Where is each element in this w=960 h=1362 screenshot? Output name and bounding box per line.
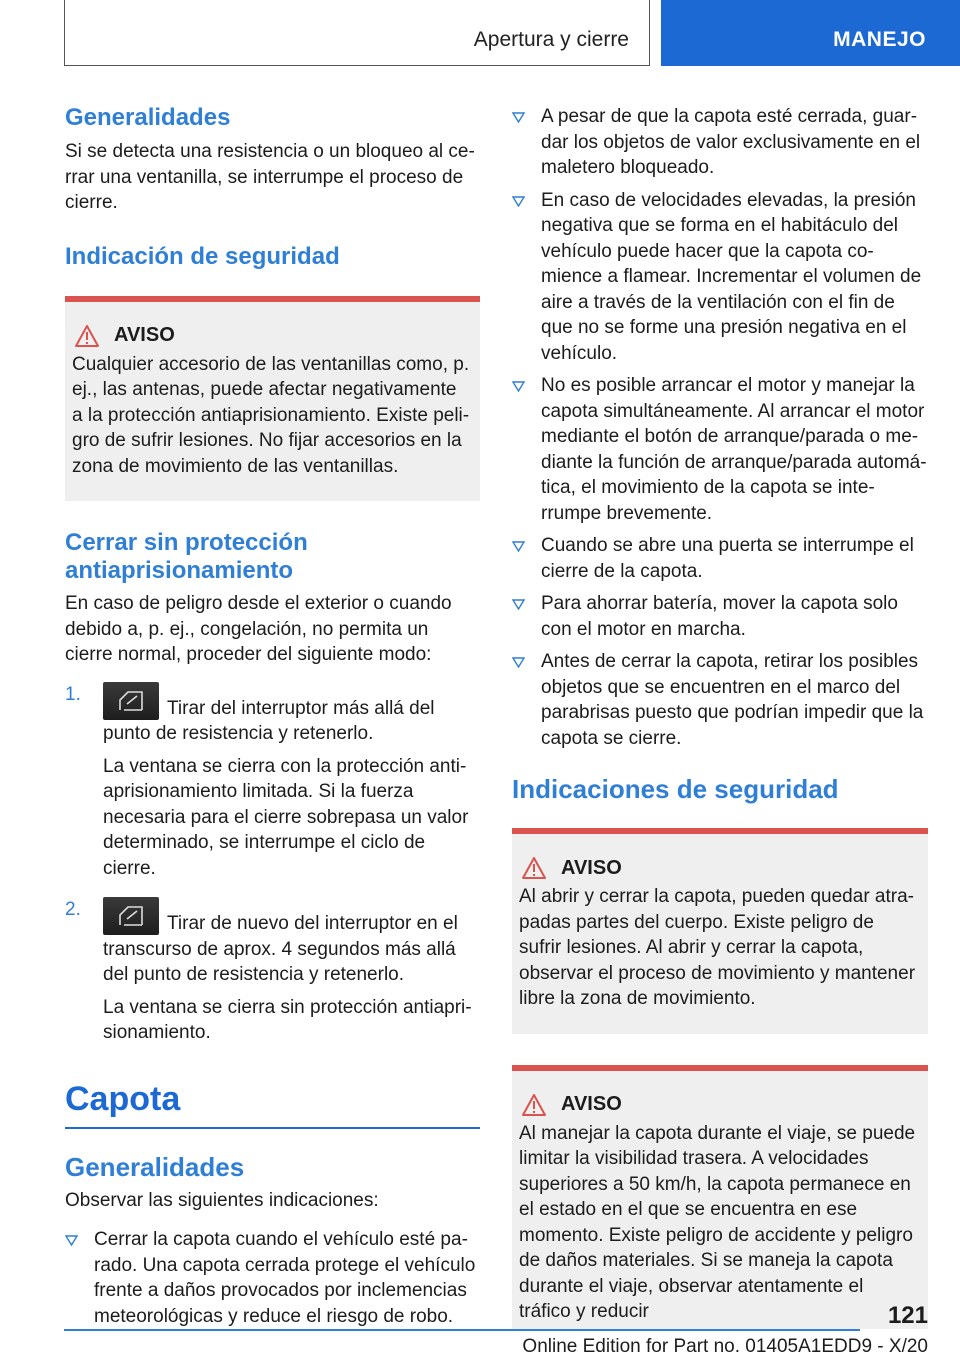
step-item bbox=[65, 682, 480, 882]
list-item-text: Cuando se abre una puerta se interrumpe el cierre de la capota. bbox=[541, 535, 914, 582]
triangle-bullet-icon bbox=[512, 599, 525, 610]
triangle-bullet-icon bbox=[512, 541, 525, 552]
list-item-text: Cerrar la capota cuando el vehículo esté parado. Una capota cerrada protege el vehículo frente a daños provocados por inclemencias meteorológicas y reduce el riesgo de robo. bbox=[94, 1229, 476, 1327]
heading-safety: Indicación de seguridad bbox=[65, 242, 340, 270]
window-switch-icon bbox=[118, 905, 144, 927]
list-item bbox=[512, 533, 928, 584]
chapter-tab[interactable] bbox=[661, 0, 960, 66]
window-switch-icon bbox=[118, 690, 144, 712]
steps-list bbox=[65, 682, 480, 1046]
page-number: 121 bbox=[887, 1302, 928, 1329]
paragraph-general: Si se detecta una resistencia o un bloqueo al cerrar una ventanilla, se interrumpe el proceso de cierre. bbox=[65, 141, 475, 213]
chapter-title: MANEJO bbox=[833, 28, 926, 51]
heading-safety-notes: Indicaciones de seguridad bbox=[512, 774, 839, 804]
warning-box-3 bbox=[512, 1065, 928, 1329]
list-item-text: En caso de velocidades elevadas, la presión negativa que se forma en el habitáculo del vehículo puede hacer que la capota comience a flamear. Incrementar el volumen de aire a través de la ventilación con el fin de que no se forme una presión negativa en el vehículo. bbox=[541, 189, 922, 364]
warning-title: AVISO bbox=[561, 856, 622, 879]
left-column bbox=[65, 100, 480, 1336]
list-item bbox=[512, 591, 928, 642]
step-text: Tirar del interruptor más allá del punto de resistencia y retenerlo. bbox=[103, 697, 435, 744]
capota-bullet-list-continued bbox=[512, 104, 928, 751]
warning-title: AVISO bbox=[561, 1093, 622, 1115]
window-switch-button-image bbox=[103, 897, 159, 935]
right-column bbox=[512, 100, 928, 1329]
list-item bbox=[512, 188, 928, 367]
section-title: Apertura y cierre bbox=[473, 28, 629, 51]
page-header bbox=[0, 0, 960, 66]
paragraph-close: En caso de peligro desde el exterior o cuando debido a, p. ej., congelación, no permita un cierre normal, proceder del siguiente modo: bbox=[65, 593, 452, 665]
warning-title: AVISO bbox=[114, 324, 175, 346]
step-subtext: La ventana se cierra con la protección antiaprisionamiento limitada. Si la fuerza necesaria para el cierre sobrepasa un valor determinado, se interrumpe el ciclo de cierre. bbox=[103, 755, 469, 879]
capota-bullet-list bbox=[65, 1227, 480, 1329]
triangle-bullet-icon bbox=[512, 381, 525, 392]
warning-triangle-icon bbox=[74, 324, 100, 348]
heading-generalidades: Generalidades bbox=[65, 104, 231, 131]
section-header-box bbox=[64, 0, 650, 66]
warning-text: Cualquier accesorio de las ventanillas como, p. ej., las antenas, puede afectar negativamente a la protección antiaprisionamiento. Existe peligro de sufrir lesiones. No fijar accesorios en la zona de movimiento de las ventanillas. bbox=[72, 353, 470, 477]
warning-box-2 bbox=[512, 828, 928, 1034]
list-item-text: A pesar de que la capota esté cerrada, guardar los objetos de valor exclusivamente en el maletero bloqueado. bbox=[541, 106, 921, 178]
step-number: 1. bbox=[65, 683, 81, 705]
step-subtext: La ventana se cierra sin protección antiaprisionamiento. bbox=[103, 996, 472, 1043]
triangle-bullet-icon bbox=[65, 1235, 78, 1246]
heading-close-without-protection: Cerrar sin protección antiaprisionamiento bbox=[65, 529, 308, 584]
heading-generalidades-2: Generalidades bbox=[65, 1151, 245, 1182]
list-item-text: Para ahorrar batería, mover la capota solo con el motor en marcha. bbox=[541, 593, 898, 640]
list-item bbox=[65, 1227, 480, 1329]
warning-text: Al abrir y cerrar la capota, pueden quedar atrapadas partes del cuerpo. Existe peligro de sufrir lesiones. Al abrir y cerrar la capota, observar el proceso de movimiento y mantener libre la zona de movimiento. bbox=[519, 886, 916, 1009]
warning-triangle-icon bbox=[521, 856, 547, 880]
step-text: Tirar de nuevo del interruptor en el transcurso de aprox. 4 segundos más allá del punto de resistencia y retenerlo. bbox=[103, 913, 458, 985]
triangle-bullet-icon bbox=[512, 196, 525, 207]
warning-text: Al manejar la capota durante el viaje, se puede limitar la visibilidad trasera. A velocidades superiores a 50 km/h, la capota permanece en el estado en el que se encuentra en ese momento. Existe peligro de accidente y peligro de daños materiales. Si se maneja la capota durante el viaje, observar atentamente el tráfico y reducir bbox=[519, 1122, 916, 1322]
paragraph-observe: Observar las siguientes indicaciones: bbox=[65, 1189, 379, 1211]
list-item bbox=[512, 104, 928, 181]
triangle-bullet-icon bbox=[512, 112, 525, 123]
warning-box-1 bbox=[65, 296, 480, 502]
list-item-text: Antes de cerrar la capota, retirar los posibles objetos que se encuentren en el marco del parabrisas puesto que podrían impedir que la capota se cierre. bbox=[541, 651, 924, 749]
step-item bbox=[65, 897, 480, 1046]
window-switch-button-image bbox=[103, 682, 159, 720]
heading-capota: Capota bbox=[65, 1079, 181, 1118]
list-item bbox=[512, 373, 928, 526]
footer-rule bbox=[64, 1329, 860, 1331]
list-item bbox=[512, 649, 928, 751]
triangle-bullet-icon bbox=[512, 657, 525, 668]
warning-triangle-icon bbox=[521, 1093, 547, 1117]
edition-text: Online Edition for Part no. 01405A1EDD9 - X/20 bbox=[522, 1336, 928, 1357]
step-number: 2. bbox=[65, 899, 81, 920]
heading-underline bbox=[65, 1127, 480, 1129]
list-item-text: No es posible arrancar el motor y manejar la capota simultáneamente. Al arrancar el motor mediante el botón de arranque/parada o mediante la función de arranque/parada automática, el movimiento de la capota se interrumpe brevemente. bbox=[541, 375, 927, 524]
